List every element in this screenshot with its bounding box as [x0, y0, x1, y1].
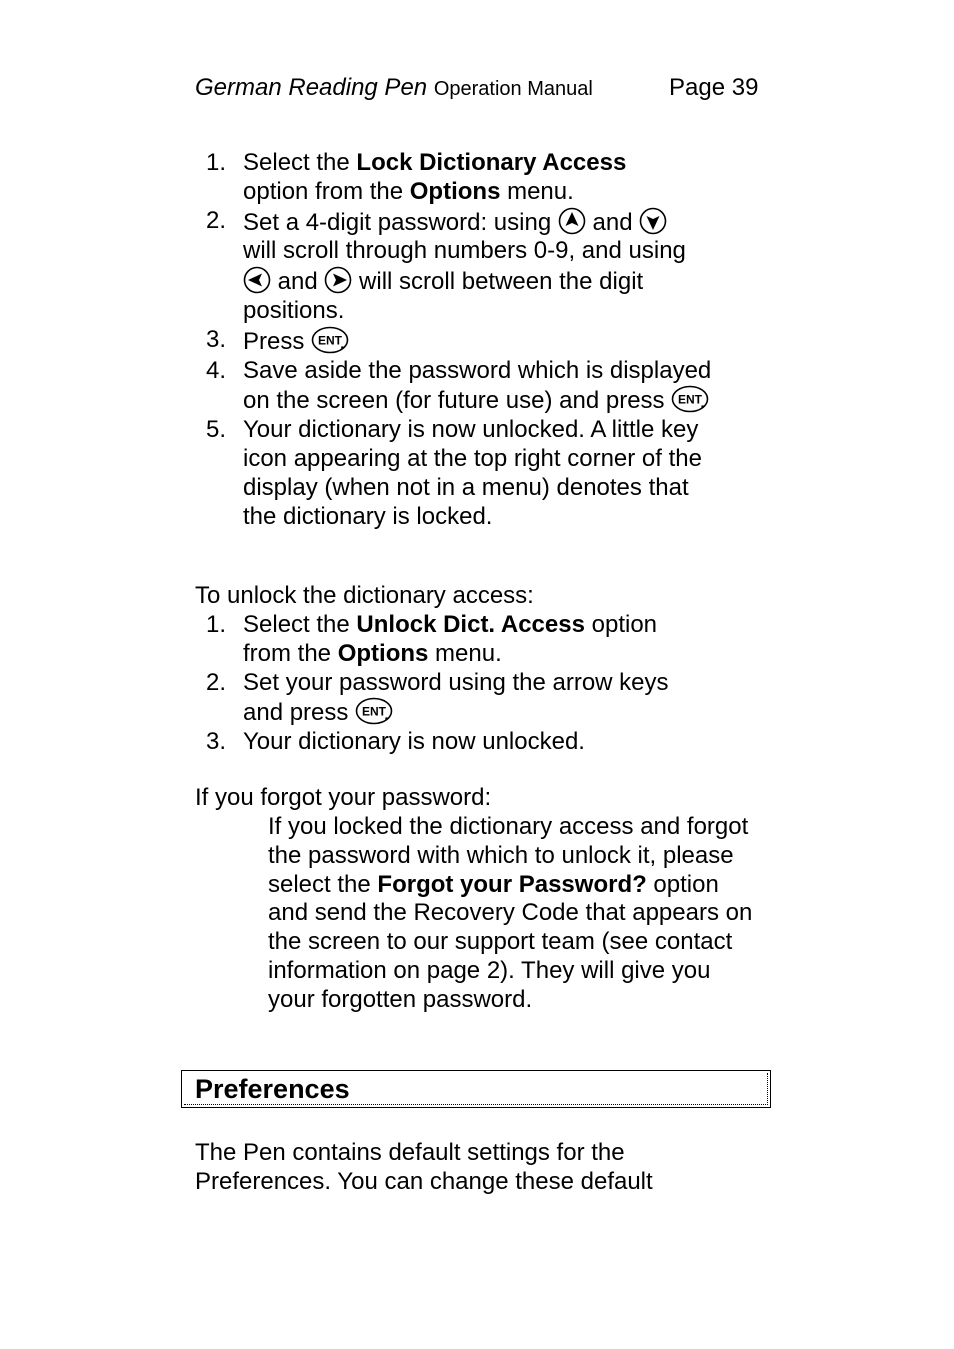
running-header-title: [195, 74, 593, 102]
unlock-steps-list: [195, 611, 735, 757]
right-arrow-key-icon: [324, 266, 352, 294]
lock-step-5: 5. Your dictionary is now unlocked. A little key icon appearing at the top right corner of the display (when not in a menu) denotes that the dictionary is locked.: [206, 416, 702, 530]
enter-key-icon: [355, 697, 387, 725]
unlock-dict-access-option: Unlock Dict. Access: [356, 611, 585, 638]
left-arrow-key-icon: [243, 266, 271, 294]
svg-text:ENT: ENT: [362, 704, 387, 719]
preferences-paragraph: The Pen contains default settings for the Preferences. You can change these default: [195, 1139, 653, 1195]
manual-subtitle: Operation Manual: [433, 78, 593, 100]
enter-key-icon: [311, 326, 343, 354]
unlock-step-2: 2. Set your password using the arrow keys and press ENT .: [206, 668, 669, 727]
forgot-password-option: Forgot your Password?: [377, 870, 647, 898]
unlock-step-3: 3. Your dictionary is now unlocked.: [206, 728, 585, 756]
options-menu-ref: Options: [409, 177, 501, 205]
preferences-section-box: [181, 1070, 771, 1108]
lock-step-3: 3. Press ENT .: [206, 325, 346, 355]
section-heading: Preferences: [195, 1074, 350, 1104]
down-arrow-key-icon: [639, 207, 667, 235]
lock-step-4: 4. Save aside the password which is displayed on the screen (for future use) and press ENT .: [206, 356, 712, 415]
page-number: Page 39: [669, 74, 759, 101]
enter-key-icon: [671, 385, 703, 413]
options-menu-ref: Options: [337, 639, 429, 667]
forgot-intro: If you forgot your password:: [195, 784, 492, 811]
svg-text:ENT: ENT: [678, 392, 703, 407]
forgot-paragraph: If you locked the dictionary access and forgot the password with which to unlock it, please select the Forgot your Password? option and send the Recovery Code that appears on the screen to our support team (see contact information on page 2). They will give you your forgotten password.: [268, 813, 753, 1013]
lock-steps-list: [195, 149, 735, 531]
manual-title: German Reading Pen: [195, 74, 428, 101]
svg-text:ENT: ENT: [318, 333, 343, 348]
lock-dictionary-access-option: Lock Dictionary Access: [356, 149, 627, 176]
up-arrow-key-icon: [558, 207, 586, 235]
unlock-step-1: 1. Select the Unlock Dict. Access option from the Options menu.: [206, 611, 658, 667]
lock-step-2: 2. Set a 4-digit password: using and will scroll through numbers 0-9, and using and will scroll between the digit positions.: [206, 206, 686, 324]
lock-step-1: 1. Select the Lock Dictionary Access option from the Options menu.: [206, 149, 627, 205]
unlock-intro: To unlock the dictionary access:: [195, 582, 534, 609]
